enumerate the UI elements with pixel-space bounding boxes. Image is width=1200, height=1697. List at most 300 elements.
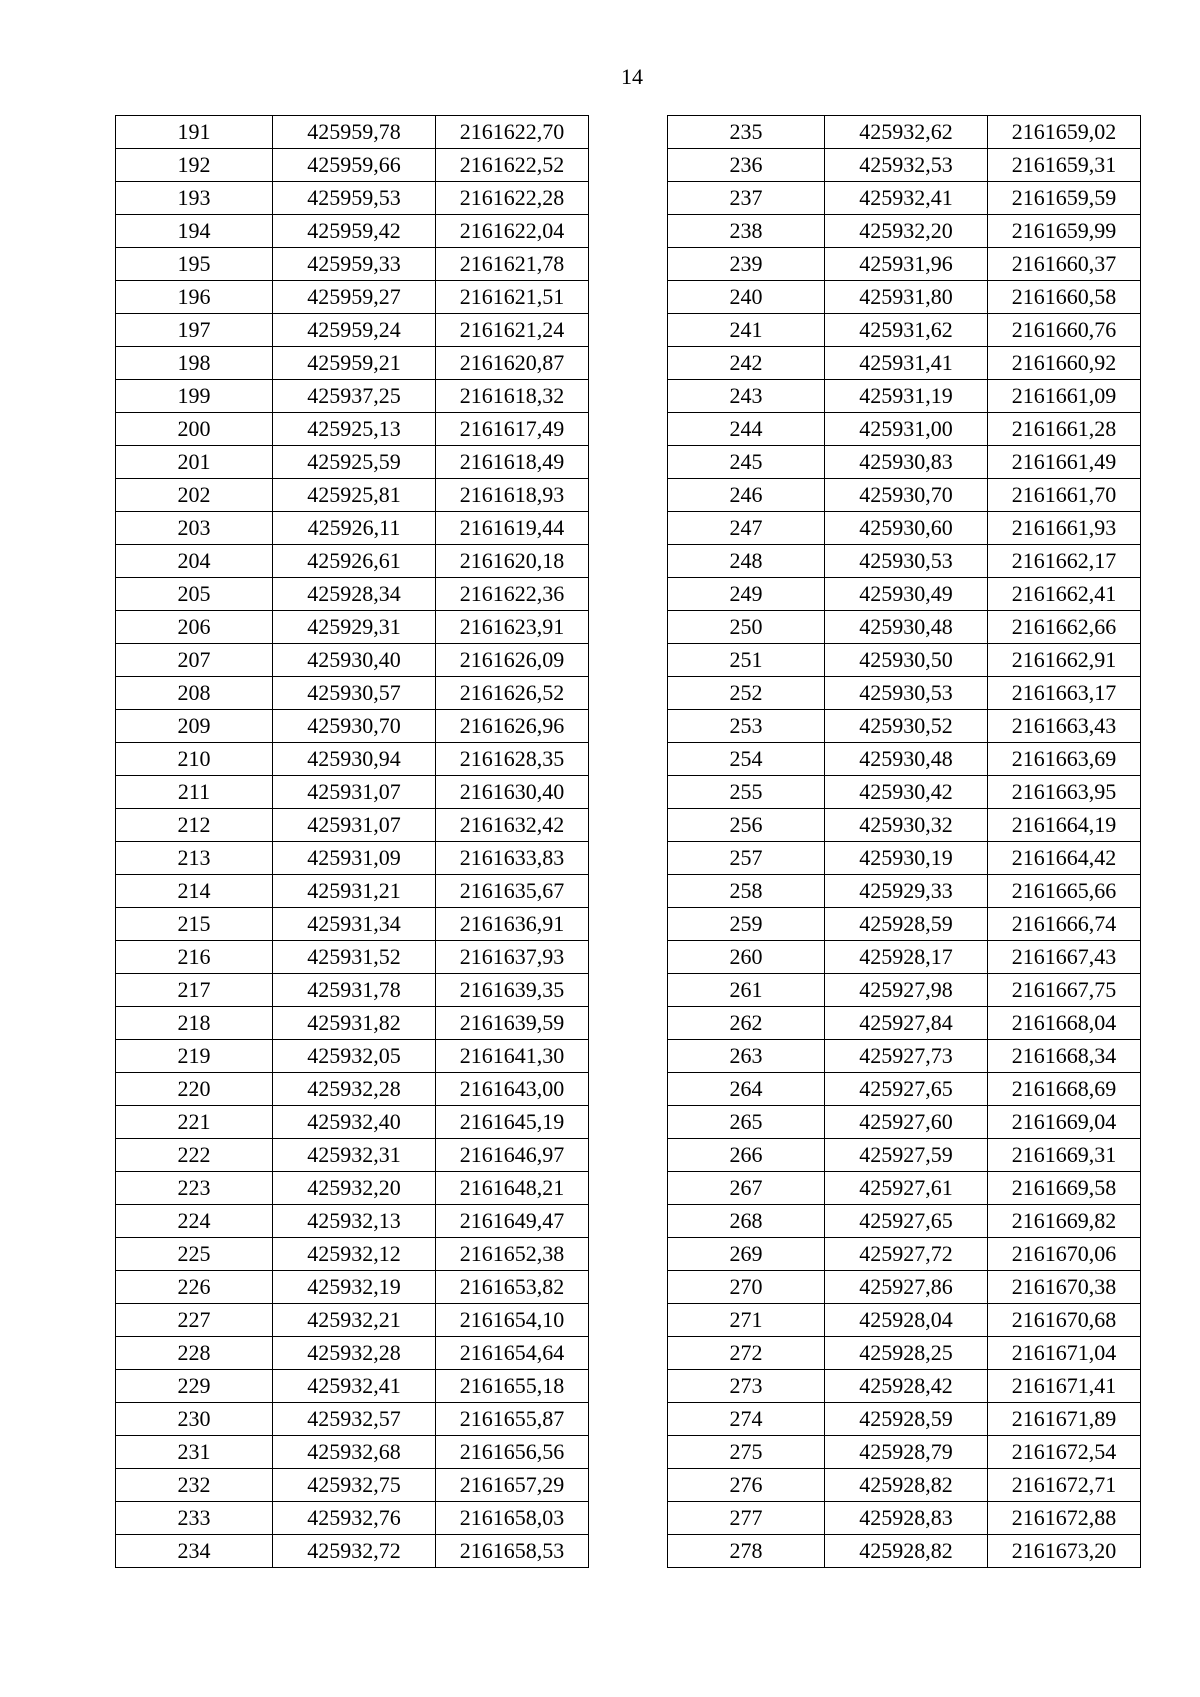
x-coordinate-cell: 425930,60 [825,512,988,545]
point-number-cell: 243 [668,380,825,413]
table-row [668,710,1141,743]
y-coordinate-cell: 2161662,41 [988,578,1141,611]
table-row [668,1502,1141,1535]
point-number-cell: 194 [116,215,273,248]
coordinates-table-left [115,115,589,1568]
x-coordinate-cell: 425959,78 [273,116,436,149]
table-row [668,842,1141,875]
x-coordinate-cell: 425928,25 [825,1337,988,1370]
table-row [668,347,1141,380]
y-coordinate-cell: 2161660,92 [988,347,1141,380]
table-row [668,875,1141,908]
table-row [116,908,589,941]
y-coordinate-cell: 2161622,04 [436,215,589,248]
y-coordinate-cell: 2161667,75 [988,974,1141,1007]
y-coordinate-cell: 2161618,49 [436,446,589,479]
point-number-cell: 196 [116,281,273,314]
x-coordinate-cell: 425928,82 [825,1535,988,1568]
y-coordinate-cell: 2161663,95 [988,776,1141,809]
point-number-cell: 241 [668,314,825,347]
y-coordinate-cell: 2161635,67 [436,875,589,908]
x-coordinate-cell: 425931,80 [825,281,988,314]
table-row [116,1436,589,1469]
point-number-cell: 274 [668,1403,825,1436]
x-coordinate-cell: 425930,19 [825,842,988,875]
x-coordinate-cell: 425927,86 [825,1271,988,1304]
y-coordinate-cell: 2161645,19 [436,1106,589,1139]
point-number-cell: 246 [668,479,825,512]
table-row [116,512,589,545]
y-coordinate-cell: 2161667,43 [988,941,1141,974]
table-row [668,479,1141,512]
x-coordinate-cell: 425930,48 [825,611,988,644]
y-coordinate-cell: 2161659,99 [988,215,1141,248]
x-coordinate-cell: 425926,61 [273,545,436,578]
point-number-cell: 244 [668,413,825,446]
x-coordinate-cell: 425928,34 [273,578,436,611]
x-coordinate-cell: 425931,34 [273,908,436,941]
x-coordinate-cell: 425928,04 [825,1304,988,1337]
x-coordinate-cell: 425927,65 [825,1073,988,1106]
table-row [668,1337,1141,1370]
x-coordinate-cell: 425932,28 [273,1073,436,1106]
point-number-cell: 259 [668,908,825,941]
y-coordinate-cell: 2161656,56 [436,1436,589,1469]
table-row [668,1238,1141,1271]
y-coordinate-cell: 2161660,37 [988,248,1141,281]
table-row [668,1205,1141,1238]
y-coordinate-cell: 2161658,03 [436,1502,589,1535]
table-row [116,413,589,446]
table-row [668,1106,1141,1139]
y-coordinate-cell: 2161661,09 [988,380,1141,413]
table-row [116,611,589,644]
coordinates-table-right [667,115,1141,1568]
point-number-cell: 192 [116,149,273,182]
table-row [116,1304,589,1337]
point-number-cell: 265 [668,1106,825,1139]
y-coordinate-cell: 2161641,30 [436,1040,589,1073]
table-row [668,413,1141,446]
x-coordinate-cell: 425930,42 [825,776,988,809]
x-coordinate-cell: 425932,21 [273,1304,436,1337]
point-number-cell: 217 [116,974,273,1007]
y-coordinate-cell: 2161623,91 [436,611,589,644]
x-coordinate-cell: 425931,82 [273,1007,436,1040]
y-coordinate-cell: 2161664,19 [988,809,1141,842]
y-coordinate-cell: 2161665,66 [988,875,1141,908]
point-number-cell: 266 [668,1139,825,1172]
x-coordinate-cell: 425927,61 [825,1172,988,1205]
point-number-cell: 223 [116,1172,273,1205]
point-number-cell: 278 [668,1535,825,1568]
y-coordinate-cell: 2161618,93 [436,479,589,512]
point-number-cell: 211 [116,776,273,809]
table-row [116,578,589,611]
x-coordinate-cell: 425930,53 [825,545,988,578]
table-row [116,1535,589,1568]
x-coordinate-cell: 425931,96 [825,248,988,281]
point-number-cell: 224 [116,1205,273,1238]
x-coordinate-cell: 425932,20 [825,215,988,248]
y-coordinate-cell: 2161659,31 [988,149,1141,182]
y-coordinate-cell: 2161622,70 [436,116,589,149]
y-coordinate-cell: 2161660,76 [988,314,1141,347]
x-coordinate-cell: 425928,79 [825,1436,988,1469]
table-row [116,1007,589,1040]
point-number-cell: 229 [116,1370,273,1403]
table-row [116,1337,589,1370]
y-coordinate-cell: 2161663,17 [988,677,1141,710]
table-row [668,1271,1141,1304]
x-coordinate-cell: 425932,62 [825,116,988,149]
y-coordinate-cell: 2161636,91 [436,908,589,941]
y-coordinate-cell: 2161669,04 [988,1106,1141,1139]
y-coordinate-cell: 2161670,06 [988,1238,1141,1271]
y-coordinate-cell: 2161659,59 [988,182,1141,215]
x-coordinate-cell: 425932,76 [273,1502,436,1535]
y-coordinate-cell: 2161626,52 [436,677,589,710]
table-row [116,875,589,908]
x-coordinate-cell: 425930,70 [825,479,988,512]
point-number-cell: 218 [116,1007,273,1040]
y-coordinate-cell: 2161662,66 [988,611,1141,644]
table-row [668,644,1141,677]
table-row [116,347,589,380]
x-coordinate-cell: 425928,42 [825,1370,988,1403]
x-coordinate-cell: 425928,82 [825,1469,988,1502]
point-number-cell: 273 [668,1370,825,1403]
point-number-cell: 206 [116,611,273,644]
table-row [116,1205,589,1238]
point-number-cell: 226 [116,1271,273,1304]
table-row [668,1436,1141,1469]
x-coordinate-cell: 425927,84 [825,1007,988,1040]
x-coordinate-cell: 425930,52 [825,710,988,743]
y-coordinate-cell: 2161671,04 [988,1337,1141,1370]
table-row [668,512,1141,545]
y-coordinate-cell: 2161648,21 [436,1172,589,1205]
point-number-cell: 272 [668,1337,825,1370]
x-coordinate-cell: 425959,21 [273,347,436,380]
table-row [116,545,589,578]
point-number-cell: 251 [668,644,825,677]
y-coordinate-cell: 2161657,29 [436,1469,589,1502]
y-coordinate-cell: 2161672,88 [988,1502,1141,1535]
y-coordinate-cell: 2161661,49 [988,446,1141,479]
x-coordinate-cell: 425930,57 [273,677,436,710]
y-coordinate-cell: 2161669,31 [988,1139,1141,1172]
table-row [668,677,1141,710]
y-coordinate-cell: 2161621,51 [436,281,589,314]
point-number-cell: 242 [668,347,825,380]
table-row [668,1469,1141,1502]
y-coordinate-cell: 2161622,52 [436,149,589,182]
y-coordinate-cell: 2161661,93 [988,512,1141,545]
table-row [668,116,1141,149]
x-coordinate-cell: 425927,98 [825,974,988,1007]
table-row [668,578,1141,611]
y-coordinate-cell: 2161653,82 [436,1271,589,1304]
x-coordinate-cell: 425928,83 [825,1502,988,1535]
table-row [116,1106,589,1139]
x-coordinate-cell: 425932,12 [273,1238,436,1271]
x-coordinate-cell: 425937,25 [273,380,436,413]
x-coordinate-cell: 425959,27 [273,281,436,314]
y-coordinate-cell: 2161617,49 [436,413,589,446]
point-number-cell: 261 [668,974,825,1007]
table-row [668,941,1141,974]
x-coordinate-cell: 425932,41 [825,182,988,215]
coordinates-table-body [668,116,1141,1568]
table-row [116,215,589,248]
x-coordinate-cell: 425959,66 [273,149,436,182]
x-coordinate-cell: 425931,09 [273,842,436,875]
table-row [116,941,589,974]
y-coordinate-cell: 2161626,09 [436,644,589,677]
x-coordinate-cell: 425927,73 [825,1040,988,1073]
y-coordinate-cell: 2161661,70 [988,479,1141,512]
x-coordinate-cell: 425930,83 [825,446,988,479]
table-row [116,1502,589,1535]
table-row [116,1040,589,1073]
table-row [116,842,589,875]
point-number-cell: 199 [116,380,273,413]
table-row [668,1304,1141,1337]
y-coordinate-cell: 2161663,43 [988,710,1141,743]
y-coordinate-cell: 2161655,18 [436,1370,589,1403]
table-row [668,974,1141,1007]
table-row [116,116,589,149]
table-row [116,1469,589,1502]
table-row [668,1172,1141,1205]
x-coordinate-cell: 425931,78 [273,974,436,1007]
point-number-cell: 275 [668,1436,825,1469]
y-coordinate-cell: 2161654,64 [436,1337,589,1370]
point-number-cell: 213 [116,842,273,875]
point-number-cell: 267 [668,1172,825,1205]
x-coordinate-cell: 425959,42 [273,215,436,248]
y-coordinate-cell: 2161666,74 [988,908,1141,941]
table-row [668,1403,1141,1436]
x-coordinate-cell: 425925,81 [273,479,436,512]
y-coordinate-cell: 2161626,96 [436,710,589,743]
x-coordinate-cell: 425927,65 [825,1205,988,1238]
point-number-cell: 239 [668,248,825,281]
x-coordinate-cell: 425931,52 [273,941,436,974]
x-coordinate-cell: 425931,07 [273,809,436,842]
point-number-cell: 234 [116,1535,273,1568]
point-number-cell: 233 [116,1502,273,1535]
y-coordinate-cell: 2161658,53 [436,1535,589,1568]
x-coordinate-cell: 425930,40 [273,644,436,677]
x-coordinate-cell: 425932,05 [273,1040,436,1073]
point-number-cell: 227 [116,1304,273,1337]
table-row [116,776,589,809]
table-row [116,710,589,743]
table-row [116,149,589,182]
point-number-cell: 247 [668,512,825,545]
x-coordinate-cell: 425931,00 [825,413,988,446]
table-row [116,974,589,1007]
y-coordinate-cell: 2161668,34 [988,1040,1141,1073]
point-number-cell: 240 [668,281,825,314]
x-coordinate-cell: 425931,19 [825,380,988,413]
point-number-cell: 249 [668,578,825,611]
table-row [116,314,589,347]
point-number-cell: 262 [668,1007,825,1040]
table-row [668,149,1141,182]
table-row [668,743,1141,776]
x-coordinate-cell: 425931,07 [273,776,436,809]
point-number-cell: 214 [116,875,273,908]
point-number-cell: 232 [116,1469,273,1502]
point-number-cell: 210 [116,743,273,776]
point-number-cell: 209 [116,710,273,743]
x-coordinate-cell: 425932,75 [273,1469,436,1502]
y-coordinate-cell: 2161664,42 [988,842,1141,875]
x-coordinate-cell: 425959,33 [273,248,436,281]
y-coordinate-cell: 2161622,36 [436,578,589,611]
x-coordinate-cell: 425931,21 [273,875,436,908]
y-coordinate-cell: 2161673,20 [988,1535,1141,1568]
table-row [668,776,1141,809]
point-number-cell: 277 [668,1502,825,1535]
point-number-cell: 204 [116,545,273,578]
point-number-cell: 202 [116,479,273,512]
y-coordinate-cell: 2161621,78 [436,248,589,281]
x-coordinate-cell: 425930,32 [825,809,988,842]
table-row [668,182,1141,215]
table-row [668,446,1141,479]
table-row [668,215,1141,248]
point-number-cell: 271 [668,1304,825,1337]
table-row [668,1007,1141,1040]
x-coordinate-cell: 425930,94 [273,743,436,776]
y-coordinate-cell: 2161671,41 [988,1370,1141,1403]
x-coordinate-cell: 425930,48 [825,743,988,776]
x-coordinate-cell: 425959,24 [273,314,436,347]
table-row [668,545,1141,578]
x-coordinate-cell: 425932,41 [273,1370,436,1403]
point-number-cell: 228 [116,1337,273,1370]
y-coordinate-cell: 2161628,35 [436,743,589,776]
table-row [668,1073,1141,1106]
table-row [116,743,589,776]
y-coordinate-cell: 2161655,87 [436,1403,589,1436]
x-coordinate-cell: 425932,31 [273,1139,436,1172]
y-coordinate-cell: 2161618,32 [436,380,589,413]
table-row [668,809,1141,842]
y-coordinate-cell: 2161670,68 [988,1304,1141,1337]
x-coordinate-cell: 425930,50 [825,644,988,677]
point-number-cell: 263 [668,1040,825,1073]
x-coordinate-cell: 425929,31 [273,611,436,644]
x-coordinate-cell: 425928,59 [825,908,988,941]
table-row [116,380,589,413]
point-number-cell: 225 [116,1238,273,1271]
x-coordinate-cell: 425930,53 [825,677,988,710]
table-row [668,908,1141,941]
point-number-cell: 253 [668,710,825,743]
point-number-cell: 250 [668,611,825,644]
y-coordinate-cell: 2161659,02 [988,116,1141,149]
point-number-cell: 230 [116,1403,273,1436]
point-number-cell: 235 [668,116,825,149]
point-number-cell: 220 [116,1073,273,1106]
point-number-cell: 258 [668,875,825,908]
x-coordinate-cell: 425932,53 [825,149,988,182]
x-coordinate-cell: 425932,20 [273,1172,436,1205]
x-coordinate-cell: 425928,59 [825,1403,988,1436]
point-number-cell: 255 [668,776,825,809]
x-coordinate-cell: 425927,59 [825,1139,988,1172]
x-coordinate-cell: 425932,28 [273,1337,436,1370]
point-number-cell: 203 [116,512,273,545]
x-coordinate-cell: 425931,41 [825,347,988,380]
point-number-cell: 207 [116,644,273,677]
point-number-cell: 256 [668,809,825,842]
y-coordinate-cell: 2161672,54 [988,1436,1141,1469]
table-row [116,677,589,710]
table-row [116,479,589,512]
point-number-cell: 231 [116,1436,273,1469]
table-row [116,1271,589,1304]
y-coordinate-cell: 2161643,00 [436,1073,589,1106]
x-coordinate-cell: 425931,62 [825,314,988,347]
x-coordinate-cell: 425928,17 [825,941,988,974]
y-coordinate-cell: 2161668,04 [988,1007,1141,1040]
y-coordinate-cell: 2161662,17 [988,545,1141,578]
x-coordinate-cell: 425927,72 [825,1238,988,1271]
point-number-cell: 208 [116,677,273,710]
y-coordinate-cell: 2161649,47 [436,1205,589,1238]
point-number-cell: 212 [116,809,273,842]
x-coordinate-cell: 425926,11 [273,512,436,545]
table-row [668,611,1141,644]
y-coordinate-cell: 2161661,28 [988,413,1141,446]
point-number-cell: 237 [668,182,825,215]
x-coordinate-cell: 425959,53 [273,182,436,215]
point-number-cell: 195 [116,248,273,281]
point-number-cell: 276 [668,1469,825,1502]
y-coordinate-cell: 2161639,59 [436,1007,589,1040]
y-coordinate-cell: 2161619,44 [436,512,589,545]
table-row [116,446,589,479]
point-number-cell: 257 [668,842,825,875]
table-row [116,1238,589,1271]
y-coordinate-cell: 2161662,91 [988,644,1141,677]
table-row [116,248,589,281]
y-coordinate-cell: 2161632,42 [436,809,589,842]
table-row [116,1370,589,1403]
point-number-cell: 215 [116,908,273,941]
y-coordinate-cell: 2161622,28 [436,182,589,215]
x-coordinate-cell: 425925,13 [273,413,436,446]
x-coordinate-cell: 425932,72 [273,1535,436,1568]
y-coordinate-cell: 2161669,82 [988,1205,1141,1238]
table-row [116,1139,589,1172]
y-coordinate-cell: 2161671,89 [988,1403,1141,1436]
x-coordinate-cell: 425932,57 [273,1403,436,1436]
y-coordinate-cell: 2161646,97 [436,1139,589,1172]
point-number-cell: 260 [668,941,825,974]
x-coordinate-cell: 425932,68 [273,1436,436,1469]
y-coordinate-cell: 2161670,38 [988,1271,1141,1304]
point-number-cell: 193 [116,182,273,215]
point-number-cell: 252 [668,677,825,710]
x-coordinate-cell: 425930,70 [273,710,436,743]
